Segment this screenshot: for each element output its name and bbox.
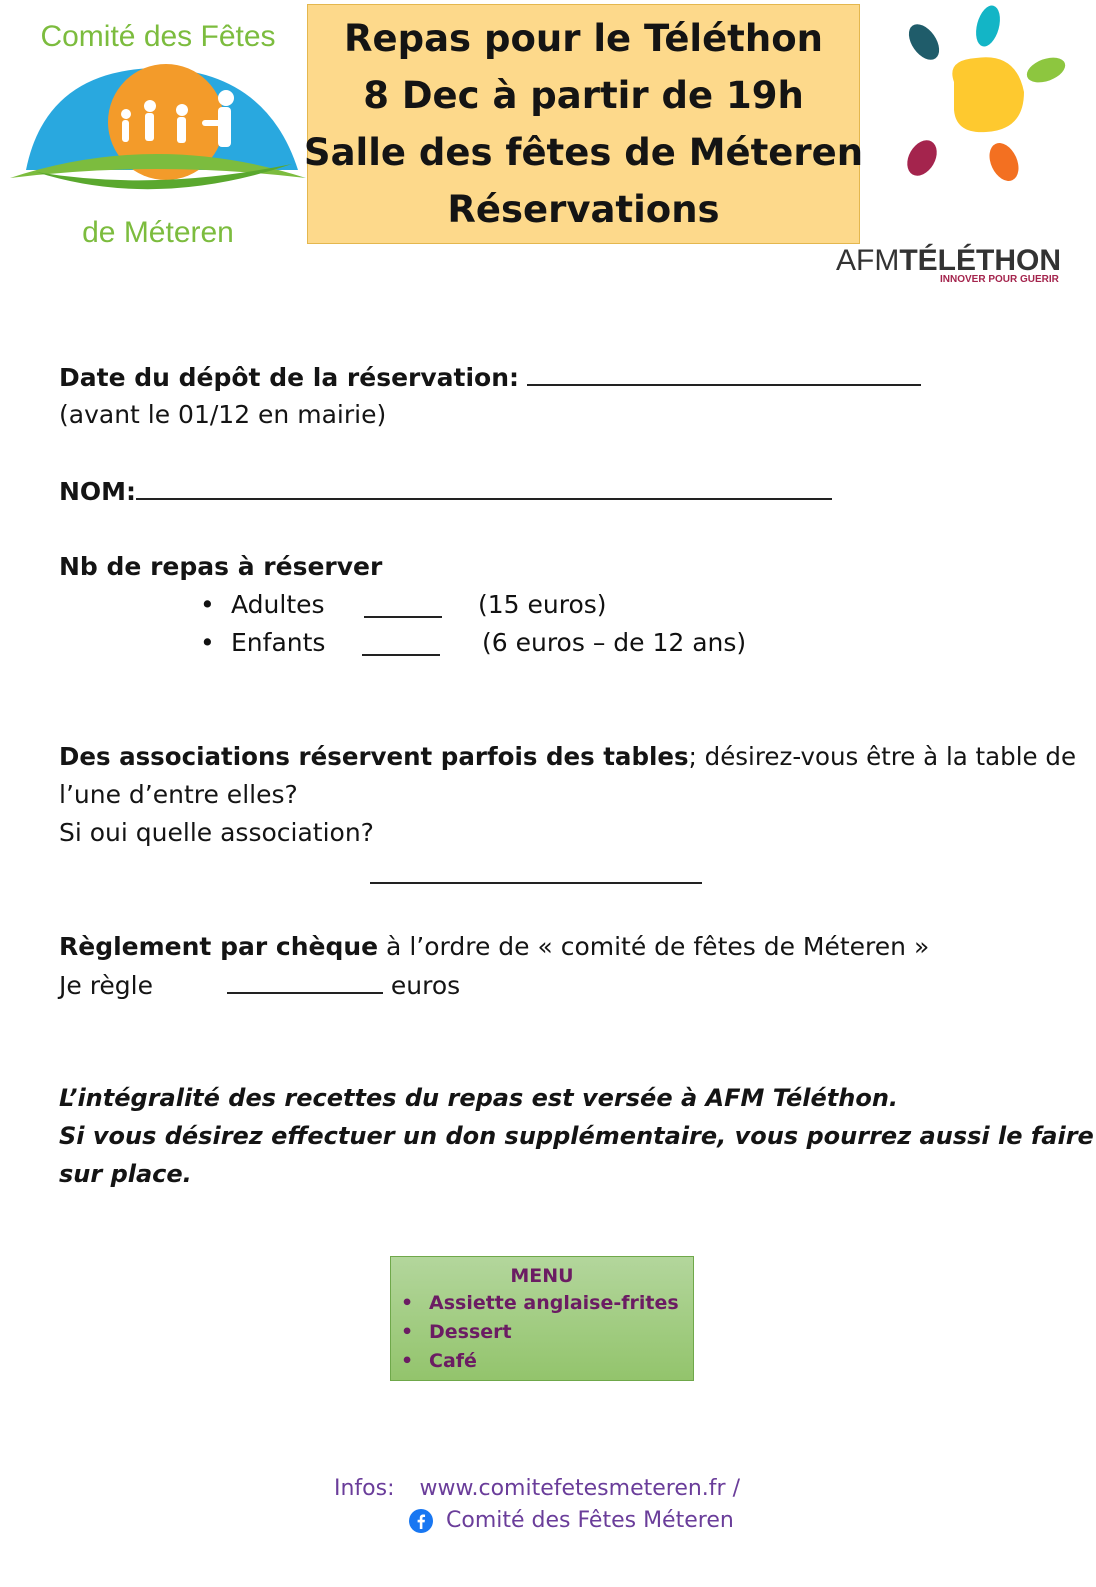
name-row xyxy=(59,476,832,506)
meal-label-children: Enfants xyxy=(231,628,326,657)
bullet-dot: • xyxy=(401,1321,414,1343)
meals-label: Nb de repas à réserver xyxy=(59,552,383,581)
menu-item xyxy=(401,1292,679,1314)
afm-tagline: INNOVER POUR GUERIR xyxy=(940,274,1059,285)
menu-box xyxy=(390,1256,694,1381)
afm-telethon-flower-logo xyxy=(896,0,1076,190)
running-kids-logo xyxy=(6,60,310,210)
telethon-text: TÉLÉTHON xyxy=(899,244,1061,277)
meal-price-children: (6 euros – de 12 ans) xyxy=(482,628,747,657)
menu-item-label: Café xyxy=(429,1350,477,1372)
bullet-dot: • xyxy=(200,590,215,619)
pay-unit: euros xyxy=(390,971,461,1000)
comite-des-fetes-logo xyxy=(6,14,310,254)
afm-telethon-logo xyxy=(836,0,1076,290)
adults-count-field[interactable] xyxy=(364,594,442,618)
menu-item xyxy=(401,1321,512,1343)
website-link[interactable]: www.comitefetesmeteren.fr / xyxy=(419,1476,740,1501)
pay-amount-field[interactable] xyxy=(227,970,383,994)
pay-amount-row xyxy=(59,970,460,1000)
deposit-note: (avant le 01/12 en mairie) xyxy=(59,400,387,429)
menu-item-label: Assiette anglaise-frites xyxy=(429,1292,679,1314)
logo-top-text: Comité des Fêtes xyxy=(40,20,276,53)
facebook-icon[interactable] xyxy=(409,1509,433,1533)
payment-row xyxy=(59,932,929,961)
name-field[interactable] xyxy=(136,476,832,500)
deposit-date-field[interactable] xyxy=(527,362,921,386)
menu-item xyxy=(401,1350,477,1372)
bullet-dot: • xyxy=(200,628,215,657)
meal-label-adults: Adultes xyxy=(231,590,325,619)
bullet-dot: • xyxy=(401,1292,414,1314)
title-line-3: Salle des fêtes de Méteren xyxy=(303,131,864,174)
association-line-1 xyxy=(59,742,1076,771)
payment-rest-text: à l’ordre de « comité de fêtes de Méteren » xyxy=(378,932,930,961)
deposit-date-label: Date du dépôt de la réservation: xyxy=(59,363,520,392)
afm-text: AFM xyxy=(836,244,900,277)
deposit-date-row xyxy=(59,362,921,392)
meal-price-adults: (15 euros) xyxy=(478,590,607,619)
afm-telethon-wordmark xyxy=(836,244,1068,278)
title-line-2: 8 Dec à partir de 19h xyxy=(363,74,804,117)
association-rest-text: ; désirez-vous être à la table de xyxy=(688,742,1077,771)
menu-title: MENU xyxy=(510,1265,574,1287)
menu-item-label: Dessert xyxy=(429,1321,512,1343)
association-line-2: l’une d’entre elles? xyxy=(59,780,298,809)
title-line-1: Repas pour le Téléthon xyxy=(344,17,823,60)
pay-label: Je règle xyxy=(59,971,154,1000)
event-title-box xyxy=(303,4,864,244)
bullet-dot: • xyxy=(401,1350,414,1372)
payment-bold-text: Règlement par chèque xyxy=(59,932,379,961)
association-bold-text: Des associations réservent parfois des tables xyxy=(59,742,689,771)
facebook-page-link[interactable]: Comité des Fêtes Méteren xyxy=(446,1508,734,1533)
association-field[interactable] xyxy=(370,860,702,884)
logo-bottom-text: de Méteren xyxy=(82,216,234,249)
infos-row xyxy=(334,1476,740,1501)
children-count-field[interactable] xyxy=(362,632,440,656)
note-line-1: L’intégralité des recettes du repas est versée à AFM Téléthon. xyxy=(59,1084,899,1112)
name-label: NOM: xyxy=(59,477,137,506)
note-line-2: Si vous désirez effectuer un don supplémentaire, vous pourrez aussi le faire xyxy=(59,1122,1094,1150)
infos-label: Infos: xyxy=(334,1476,395,1501)
title-line-4: Réservations xyxy=(447,188,720,231)
note-line-3: sur place. xyxy=(59,1160,192,1188)
association-question: Si oui quelle association? xyxy=(59,818,374,847)
